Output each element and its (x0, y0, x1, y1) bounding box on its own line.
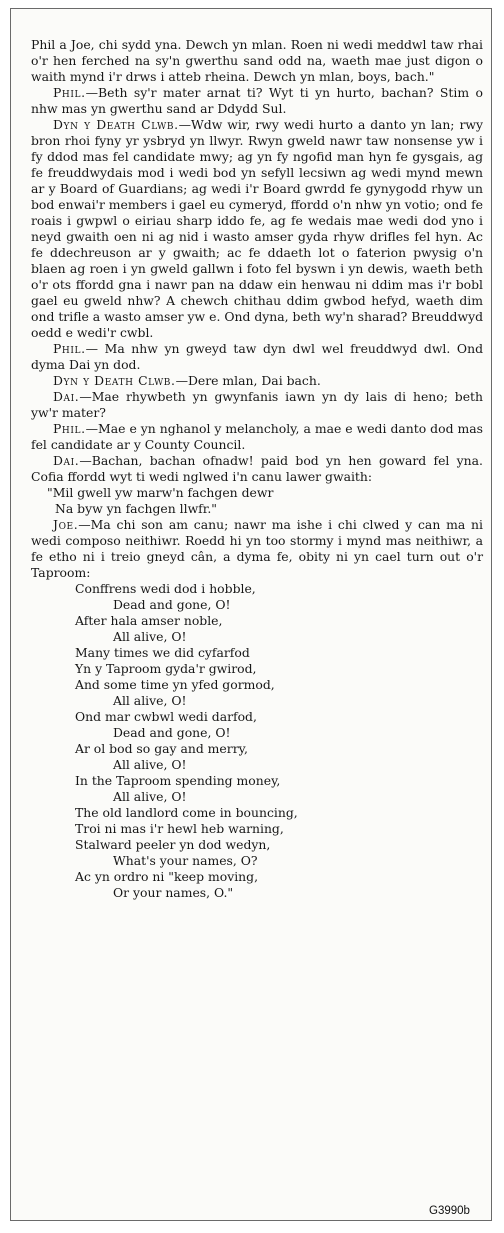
song-line: In the Taproom spending money, (75, 773, 281, 788)
speaker-name: Phil. (53, 421, 86, 436)
song-line: Or your names, O." (113, 885, 234, 900)
opening-paragraph: Phil a Joe, chi sydd yna. Dewch yn mlan. Roen ni wedi meddwl taw rhai o'r hen ferched na sy'n gwerthu sand odd na, waeth mae just digon o waith mynd i'r drws i atteb rheina. Dewch yn mlan, boys, bach." (31, 37, 483, 84)
speaker-name: Phil. (53, 341, 86, 356)
song-line: All alive, O! (113, 629, 187, 644)
verse-quote (31, 485, 483, 517)
song-line: Dead and gone, O! (113, 725, 231, 740)
dialogue-paragraph (31, 453, 483, 485)
song-line: Ac yn ordro ni "keep moving, (75, 869, 259, 884)
dialogue-paragraph (31, 117, 483, 341)
song-line: The old landlord come in bouncing, (75, 805, 298, 820)
speech-text: —Dere mlan, Dai bach. (175, 373, 321, 388)
reference-code: G3990b (429, 1205, 470, 1217)
song-line: All alive, O! (113, 789, 187, 804)
song-line: Conffrens wedi dod i hobble, (75, 581, 256, 596)
song-line: Ar ol bod so gay and merry, (75, 741, 248, 756)
dialogue-paragraph (31, 341, 483, 373)
speaker-name: Dyn y Death Clwb. (53, 373, 176, 388)
dialogue-paragraph (31, 373, 483, 389)
song-line: What's your names, O? (113, 853, 258, 868)
song-line: Ond mar cwbwl wedi darfod, (75, 709, 257, 724)
quote-line: Na byw yn fachgen llwfr." (55, 501, 217, 516)
dialogue-paragraph (31, 421, 483, 453)
speech-text: —Mae e yn nghanol y melancholy, a mae e wedi danto dod mas fel candidate ar y County Council. (31, 421, 483, 452)
song-line: Stalward peeler yn dod wedyn, (75, 837, 271, 852)
speech-text: —Beth sy'r mater arnat ti? Wyt ti yn hurto, bachan? Stim o nhw mas yn gwerthu sand ar Ddydd Sul. (31, 85, 483, 116)
speech-text: —Wdw wir, rwy wedi hurto a danto yn lan; rwy bron rhoi fyny yr ysbryd yn llwyr. Rwyn gweld nawr taw nonsense yw i fy ddod mas fel candidate mwy; ag yn fy ngofid man hyn fe gysgais, ag fe freuddwydais mod i wedi bod yn sefyll lecsiwn ag wedi mynd mewn ar y Board of Guardians; ag wedi i'r Board gwrdd fe gynygodd rhyw un bod enwai'r members i gael eu cymeryd, ffordd o'n nhw yn votio; ond fe roais i gwpwl o eiriau sharp iddo fe, ag fe wedais mae wedi dod yno i neyd gwaith oen ni ag nid i wasto amser gyda rhyw drifles fel hyn. Ac fe ddechreuson ar y gwaith; ac fe ddaeth lot o faterion pwysig o'n blaen ag roen i yn gweld gallwn i foto fel byswn i yn dewis, waeth beth o'r ots ffordd gna i nawr pan na ddaw ein henwau ni ddim mas i'r bobl gael eu gweld nhw? A chewch chithau ddim gwbod hefyd, waeth dim ond trifle a wasto amser yw e. Ond dyna, beth wy'n sharad? Breuddwyd oedd e wedi'r cwbl. (31, 117, 483, 340)
speech-text: —Ma chi son am canu; nawr ma ishe i chi clwed y can ma ni wedi composo neithiwr. Roedd hi yn too stormy i mynd mas neithiwr, a fe etho ni i treio gneyd cân, a dyma fe, obity ni yn cael turn out o'r Taproom: (31, 517, 483, 580)
song-line: Troi ni mas i'r hewl heb warning, (75, 821, 284, 836)
song-verse (31, 581, 483, 901)
speech-text: —Mae rhywbeth yn gwynfanis iawn yn dy lais di heno; beth yw'r mater? (31, 389, 483, 420)
newspaper-clipping (10, 8, 492, 1221)
song-line: All alive, O! (113, 757, 187, 772)
speech-text: —Bachan, bachan ofnadw! paid bod yn hen goward fel yna. Cofia ffordd wyt ti wedi nglwed i'n canu lawer gwaith: (31, 453, 483, 484)
song-line: Yn y Taproom gyda'r gwirod, (75, 661, 257, 676)
song-line: After hala amser noble, (75, 613, 223, 628)
speaker-name: Dai. (53, 453, 80, 468)
speaker-name: Dai. (53, 389, 80, 404)
dialogue-paragraph (31, 389, 483, 421)
song-line: Many times we did cyfarfod (75, 645, 250, 660)
song-line: All alive, O! (113, 693, 187, 708)
article-column (31, 37, 483, 901)
speech-text: — Ma nhw yn gweyd taw dyn dwl wel freuddwyd dwl. Ond dyma Dai yn dod. (31, 341, 483, 372)
dialogue-paragraph (31, 85, 483, 117)
song-line: Dead and gone, O! (113, 597, 231, 612)
song-line: And some time yn yfed gormod, (75, 677, 275, 692)
speaker-name: Dyn y Death Clwb. (53, 117, 179, 132)
speaker-name: Phil. (53, 85, 86, 100)
quote-line: "Mil gwell yw marw'n fachgen dewr (47, 485, 274, 500)
dialogue-paragraph (31, 517, 483, 581)
speaker-name: Joe. (53, 517, 79, 532)
